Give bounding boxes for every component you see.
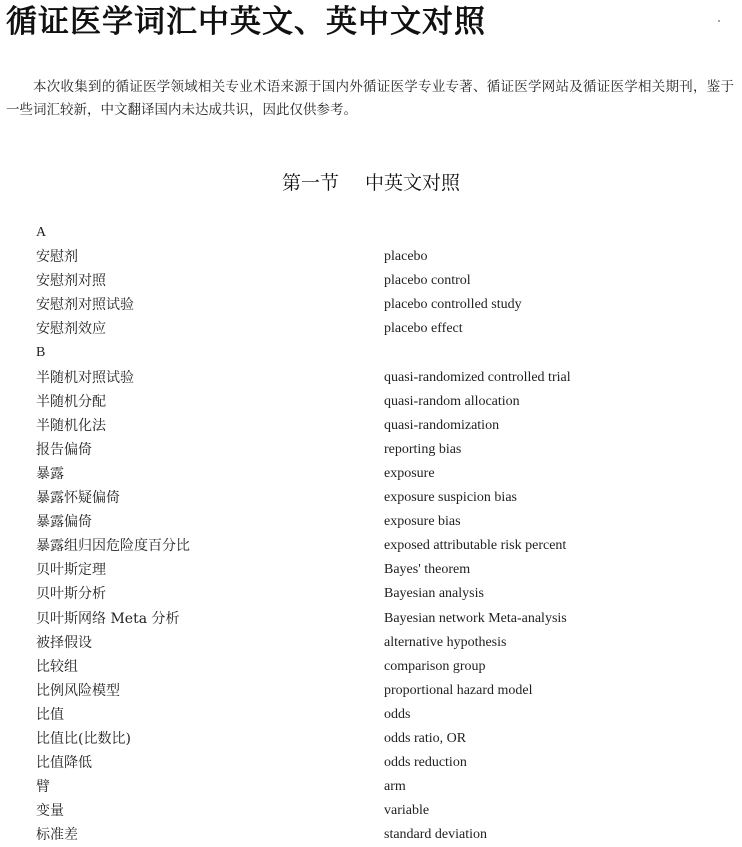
term-chinese: 贝叶斯定理: [36, 562, 106, 579]
glossary-row: [36, 462, 716, 486]
term-english: quasi-randomization: [384, 417, 500, 433]
term-chinese: 变量: [36, 803, 64, 820]
glossary-row: [36, 679, 716, 703]
glossary-row: [36, 390, 716, 414]
term-english: placebo controlled study: [384, 297, 522, 313]
term-chinese: 半随机化法: [36, 417, 106, 434]
section-heading: 第一节 中英文对照: [281, 172, 461, 194]
glossary-row: [36, 799, 716, 823]
term-chinese: 比例风险模型: [36, 682, 120, 699]
term-english: arm: [384, 779, 406, 795]
term-chinese: 暴露偏倚: [36, 514, 92, 531]
glossary-row: [36, 558, 716, 582]
term-english: comparison group: [384, 658, 486, 674]
glossary-row: [36, 582, 716, 606]
term-english: exposed attributable risk percent: [384, 538, 567, 554]
term-chinese: 比较组: [36, 658, 78, 675]
term-chinese: 安慰剂对照: [36, 273, 106, 290]
glossary-row: [36, 775, 716, 799]
term-english: Bayesian network Meta-analysis: [384, 610, 567, 626]
term-chinese: 暴露: [36, 465, 64, 482]
glossary-row: [36, 366, 716, 390]
term-english: alternative hypothesis: [384, 634, 507, 650]
glossary-row: [36, 293, 716, 317]
term-chinese: 臂: [36, 779, 50, 796]
term-chinese: 标准差: [36, 827, 78, 844]
term-chinese: 被择假设: [36, 634, 92, 651]
term-chinese: 贝叶斯分析: [36, 586, 106, 603]
letter-heading: A: [36, 225, 47, 240]
term-chinese: 安慰剂: [36, 249, 78, 266]
term-english: odds reduction: [384, 755, 467, 771]
term-chinese: 安慰剂对照试验: [36, 297, 134, 314]
term-chinese: 贝叶斯网络 Meta 分析: [36, 610, 180, 627]
glossary-row: [36, 438, 716, 462]
term-english: variable: [384, 803, 430, 819]
term-english: standard deviation: [384, 827, 488, 843]
term-chinese: 比值: [36, 706, 64, 723]
term-english: reporting bias: [384, 441, 462, 457]
term-english: placebo control: [384, 273, 471, 289]
term-english: exposure bias: [384, 514, 461, 530]
term-english: quasi-random allocation: [384, 393, 520, 409]
page-title: 循证医学词汇中英文、英中文对照: [6, 4, 486, 40]
term-english: Bayes' theorem: [384, 562, 471, 578]
glossary-row: [36, 269, 716, 293]
glossary-row: [36, 655, 716, 679]
glossary-row: [36, 727, 716, 751]
term-chinese: 安慰剂效应: [36, 321, 106, 338]
term-chinese: 比值比(比数比): [36, 730, 131, 747]
letter-heading-row: [36, 221, 716, 245]
term-english: quasi-randomized controlled trial: [384, 369, 571, 385]
term-english: placebo: [384, 249, 428, 265]
glossary-row: [36, 703, 716, 727]
term-english: exposure suspicion bias: [384, 490, 517, 506]
term-english: placebo effect: [384, 321, 463, 337]
glossary-row: [36, 631, 716, 655]
scan-speck: [718, 20, 720, 22]
term-english: odds ratio, OR: [384, 730, 467, 746]
letter-heading: B: [36, 345, 46, 361]
term-chinese: 报告偏倚: [36, 441, 92, 458]
letter-heading-row: [36, 341, 716, 365]
glossary-row: [36, 317, 716, 341]
glossary-row: [36, 414, 716, 438]
glossary-row: [36, 486, 716, 510]
glossary-row: [36, 751, 716, 775]
glossary-row: [36, 245, 716, 269]
intro-paragraph: 本次收集到的循证医学领域相关专业术语来源于国内外循证医学专业专著、循证医学网站及循证医学相关期刊，鉴于一些词汇较新，中文翻译国内未达成共识，因此仅供参考。: [6, 79, 734, 118]
term-chinese: 半随机分配: [36, 393, 106, 410]
term-chinese: 暴露组归因危险度百分比: [36, 538, 190, 555]
glossary-row: [36, 607, 716, 631]
glossary-row: [36, 534, 716, 558]
term-chinese: 比值降低: [36, 755, 92, 772]
term-chinese: 暴露怀疑偏倚: [36, 490, 120, 507]
term-english: Bayesian analysis: [384, 586, 484, 602]
glossary-row: [36, 823, 716, 847]
glossary-table: [36, 221, 716, 847]
term-english: proportional hazard model: [384, 682, 533, 698]
glossary-row: [36, 510, 716, 534]
term-chinese: 半随机对照试验: [36, 369, 134, 386]
term-english: odds: [384, 706, 411, 722]
term-english: exposure: [384, 465, 435, 481]
